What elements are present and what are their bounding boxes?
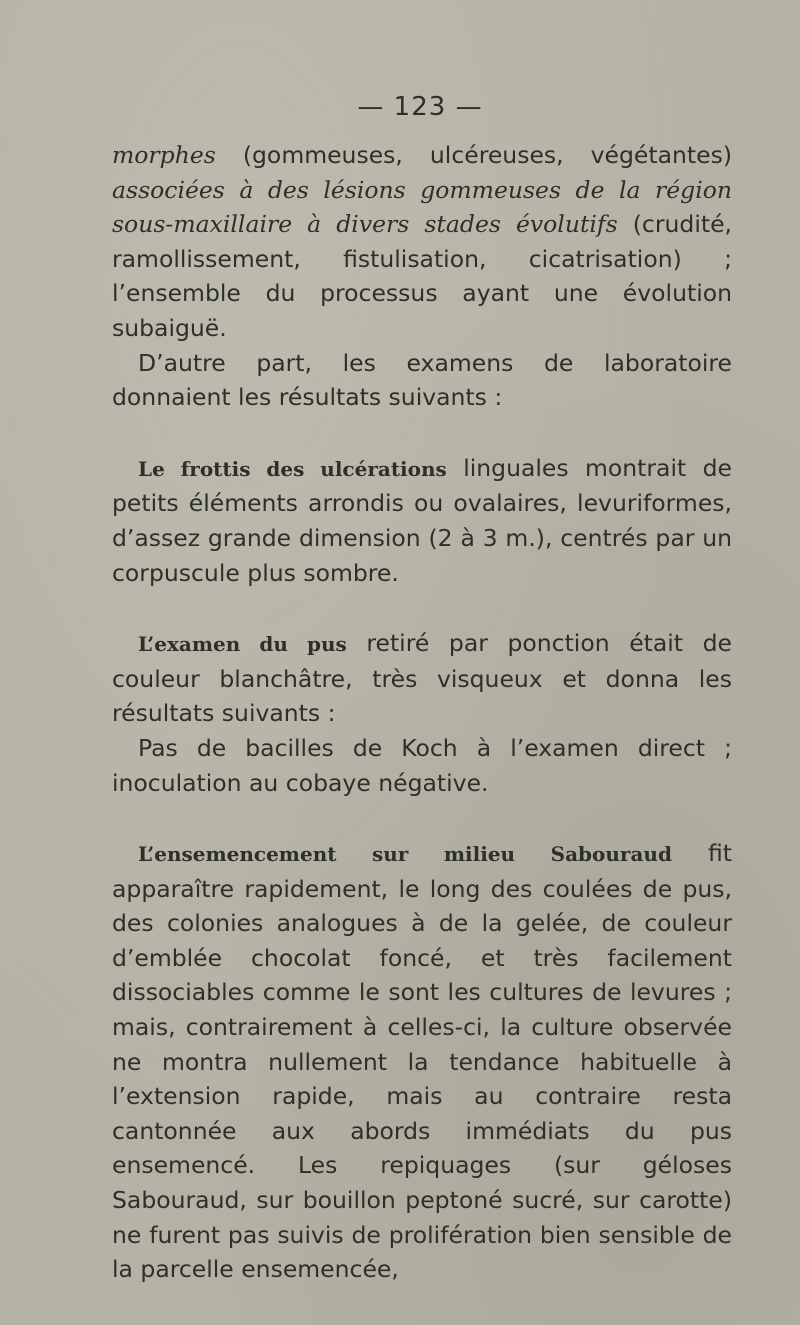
page-number: — 123 — (357, 92, 483, 122)
paragraph-bacilles (112, 731, 732, 800)
paragraph-text: retiré par ponction était de couleur blanchâtre, très visqueux et donna les résultats suivants : (112, 629, 732, 728)
italic-text: morphes (112, 141, 216, 169)
bold-heading: Le frottis des ulcérations (138, 456, 447, 481)
paragraph-frottis (112, 451, 732, 590)
paragraph-text: fit apparaître rapidement, le long des coulées de pus, des colonies analogues à de la gelée, de couleur d’emblée chocolat foncé, et très facilement dissociables comme le sont les cultures de levures ; mais, contrairement à celles-ci, la culture observée ne montra nullement la tendance habituelle à l’extension rapide, mais au contraire resta cantonnée aux abords immédiats du pus ensemencé. Les repiquages (sur géloses Sabouraud, sur bouillon peptoné sucré, sur carotte) ne furent pas suivis de prolifération bien sensible de la parcelle ensemencée, (112, 839, 732, 1284)
paragraph-examen-pus (112, 626, 732, 731)
paragraph-text: linguales montrait de petits éléments arrondis ou ovalaires, levuriformes, d’assez grande dimension (2 à 3 m.), centrés par un corpuscule plus sombre. (112, 453, 732, 587)
paragraph-continuation (112, 138, 732, 346)
paragraph-laboratory (112, 346, 732, 415)
paragraph-gap (112, 590, 732, 626)
paragraph-text: (crudité, ramollissement, fistulisation, cicatrisation) ; l’ensemble du processus ayant une évolution subaiguë. (112, 210, 732, 342)
paragraph-ensemencement (112, 836, 732, 1287)
paragraph-gap (112, 415, 732, 451)
paragraph-text: Pas de bacilles de Koch à l’examen direct ; inoculation au cobaye négative. (112, 733, 732, 797)
paragraph-gap (112, 800, 732, 836)
bold-heading: L’ensemencement sur milieu Sabouraud (138, 842, 672, 867)
bold-heading: L’examen du pus (138, 632, 347, 657)
italic-text: associées à des lésions gommeuses de la région sous-maxillaire à divers stades évolutifs (112, 175, 732, 239)
paragraph-text: D’autre part, les examens de laboratoire donnaient les résultats suivants : (112, 348, 732, 412)
body-text (112, 138, 732, 1287)
paragraph-text: (gommeuses, ulcéreuses, végétantes) (215, 141, 732, 169)
